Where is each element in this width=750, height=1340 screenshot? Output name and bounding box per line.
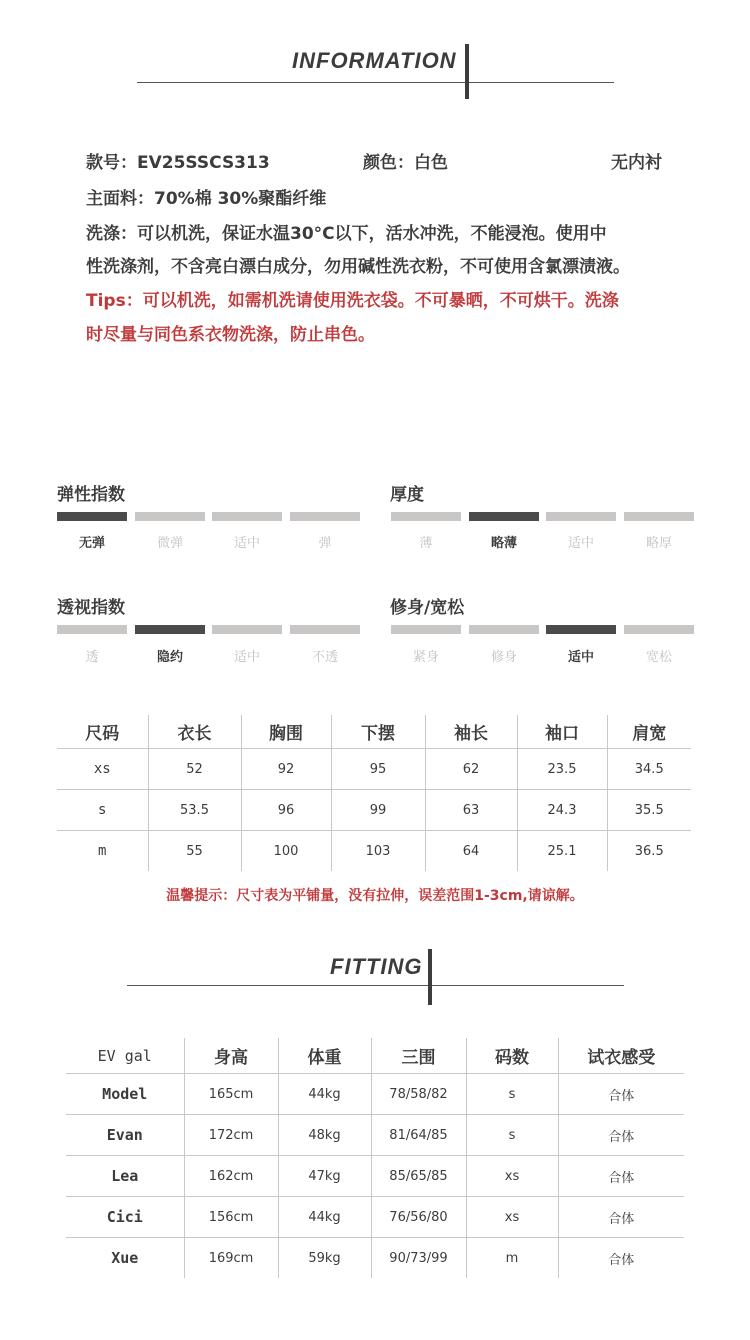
fitting-cell: 合体	[558, 1115, 684, 1156]
size-cell: m	[57, 831, 148, 872]
fitting-cell: 172cm	[184, 1115, 278, 1156]
size-cell: 52	[148, 749, 241, 790]
size-cell: 64	[425, 831, 517, 872]
transparency-option: 隐约	[156, 650, 183, 665]
fit-option: 修身	[490, 650, 517, 665]
fit-segment	[391, 625, 461, 634]
fitting-cell: 59kg	[278, 1238, 371, 1279]
fitting-cell: 44kg	[278, 1074, 371, 1115]
size-cell: 95	[331, 749, 425, 790]
size-cell: 53.5	[148, 790, 241, 831]
elasticity-segment	[212, 512, 282, 521]
size-cell: 25.1	[517, 831, 607, 872]
information-accent-bar	[465, 44, 469, 99]
size-cell: 35.5	[607, 790, 691, 831]
information-title: INFORMATION	[292, 48, 457, 73]
thickness-option: 薄	[419, 536, 433, 551]
transparency-segment	[290, 625, 360, 634]
tips-line-1: Tips：可以机洗，如需机洗请使用洗衣袋。不可暴晒，不可烘干。洗涤	[86, 291, 619, 311]
size-cell: 24.3	[517, 790, 607, 831]
fitting-table	[66, 1038, 684, 1278]
size-cell: 99	[331, 790, 425, 831]
fitting-header-cell: 三围	[371, 1038, 466, 1074]
table-row	[66, 1115, 684, 1156]
transparency-option: 不透	[311, 650, 338, 665]
tips-line-2: 时尽量与同色系衣物洗涤，防止串色。	[86, 325, 375, 345]
transparency-segment	[135, 625, 205, 634]
fitting-cell: 合体	[608, 1252, 635, 1268]
transparency-option: 透	[85, 650, 99, 665]
fitting-cell: xs	[466, 1156, 558, 1197]
elasticity-segment	[290, 512, 360, 521]
fitting-cell: 169cm	[184, 1238, 278, 1279]
style-number: 款号：EV25SSCS313	[86, 153, 270, 173]
fitting-header-cell: EV gal	[66, 1038, 184, 1074]
size-cell: 100	[241, 831, 331, 872]
size-header-cell: 下摆	[331, 715, 425, 749]
fitting-table-header	[66, 1038, 684, 1074]
table-row	[66, 1074, 684, 1115]
lining-info: 无内衬	[611, 153, 662, 173]
size-cell: 92	[241, 749, 331, 790]
size-cell: xs	[57, 749, 148, 790]
elasticity-option: 适中	[233, 536, 260, 551]
size-cell: 63	[425, 790, 517, 831]
fitting-cell: Model	[66, 1074, 184, 1115]
size-header-cell: 尺码	[57, 715, 148, 749]
fit-option: 紧身	[412, 650, 439, 665]
elasticity-option: 微弹	[156, 536, 183, 551]
fit-option: 适中	[567, 650, 594, 665]
size-cell: 36.5	[634, 843, 664, 859]
information-divider	[137, 82, 614, 83]
fitting-cell: 76/56/80	[371, 1197, 466, 1238]
thickness-option: 略厚	[645, 536, 672, 551]
fitting-header-cell: 体重	[278, 1038, 371, 1074]
fabric-info: 主面料：70%棉 30%聚酯纤维	[86, 189, 327, 209]
fitting-cell: 85/65/85	[371, 1156, 466, 1197]
transparency-option: 适中	[233, 650, 260, 665]
thickness-segment	[391, 512, 461, 521]
table-row	[57, 790, 691, 831]
fitting-header-cell: 身高	[184, 1038, 278, 1074]
size-cell: 62	[425, 749, 517, 790]
fitting-cell: 165cm	[184, 1074, 278, 1115]
table-row	[66, 1156, 684, 1197]
transparency-segment	[212, 625, 282, 634]
fitting-cell: Evan	[66, 1115, 184, 1156]
size-header-cell: 袖长	[425, 715, 517, 749]
size-note: 温馨提示：尺寸表为平铺量，没有拉伸，误差范围1-3cm,请谅解。	[166, 888, 584, 904]
transparency-segment	[57, 625, 127, 634]
fitting-cell: Cici	[66, 1197, 184, 1238]
wash-line-1: 洗涤：可以机洗，保证水温30°C以下，活水冲洗，不能浸泡。使用中	[86, 224, 607, 244]
size-cell: 96	[241, 790, 331, 831]
transparency-title: 透视指数	[57, 598, 125, 618]
color-info: 颜色：白色	[363, 153, 448, 173]
size-cell: 34.5	[607, 749, 691, 790]
elasticity-title: 弹性指数	[57, 485, 125, 505]
fitting-cell: s	[466, 1074, 558, 1115]
fitting-cell: 48kg	[278, 1115, 371, 1156]
fit-segment	[469, 625, 539, 634]
fitting-cell: 81/64/85	[371, 1115, 466, 1156]
fitting-cell: 47kg	[278, 1156, 371, 1197]
thickness-option: 适中	[567, 536, 594, 551]
fitting-divider	[127, 985, 624, 986]
size-header-cell: 肩宽	[607, 715, 691, 749]
fitting-accent-bar	[428, 949, 432, 1005]
size-header-cell: 胸围	[241, 715, 331, 749]
fitting-cell: s	[466, 1115, 558, 1156]
thickness-segment	[546, 512, 616, 521]
size-cell: s	[57, 790, 148, 831]
elasticity-option: 弹	[318, 536, 332, 551]
size-cell: 55	[148, 831, 241, 872]
thickness-segment	[469, 512, 539, 521]
size-table-header	[57, 715, 691, 749]
fitting-cell: 78/58/82	[371, 1074, 466, 1115]
thickness-title: 厚度	[390, 485, 424, 505]
fitting-cell: Lea	[66, 1156, 184, 1197]
size-header-cell: 衣长	[148, 715, 241, 749]
fit-segment	[624, 625, 694, 634]
size-cell: 23.5	[517, 749, 607, 790]
elasticity-segment	[135, 512, 205, 521]
fitting-header-cell: 码数	[466, 1038, 558, 1074]
size-header-cell: 袖口	[517, 715, 607, 749]
fitting-cell: Xue	[66, 1238, 184, 1279]
fitting-cell: 90/73/99	[371, 1238, 466, 1279]
elasticity-option: 无弹	[78, 536, 105, 551]
fitting-cell: 162cm	[184, 1156, 278, 1197]
size-cell: 103	[331, 831, 425, 872]
fit-option: 宽松	[645, 650, 672, 665]
size-table	[57, 715, 691, 871]
thickness-segment	[624, 512, 694, 521]
fitting-cell: 合体	[558, 1197, 684, 1238]
fitting-cell: m	[466, 1238, 558, 1279]
fitting-title: FITTING	[330, 954, 423, 979]
fitting-header-cell: 试衣感受	[558, 1038, 684, 1074]
thickness-option: 略薄	[490, 536, 517, 551]
table-row	[57, 749, 691, 790]
elasticity-segment	[57, 512, 127, 521]
fitting-cell: xs	[466, 1197, 558, 1238]
table-row	[66, 1238, 684, 1279]
fit-segment	[546, 625, 616, 634]
fitting-cell: 合体	[558, 1074, 684, 1115]
table-row	[66, 1197, 684, 1238]
fitting-cell: 156cm	[184, 1197, 278, 1238]
fit-title: 修身/宽松	[390, 598, 465, 618]
wash-line-2: 性洗涤剂，不含亮白漂白成分，勿用碱性洗衣粉，不可使用含氯漂渍液。	[86, 257, 630, 277]
fitting-cell: 合体	[558, 1156, 684, 1197]
table-row	[57, 831, 691, 872]
fitting-cell: 44kg	[278, 1197, 371, 1238]
